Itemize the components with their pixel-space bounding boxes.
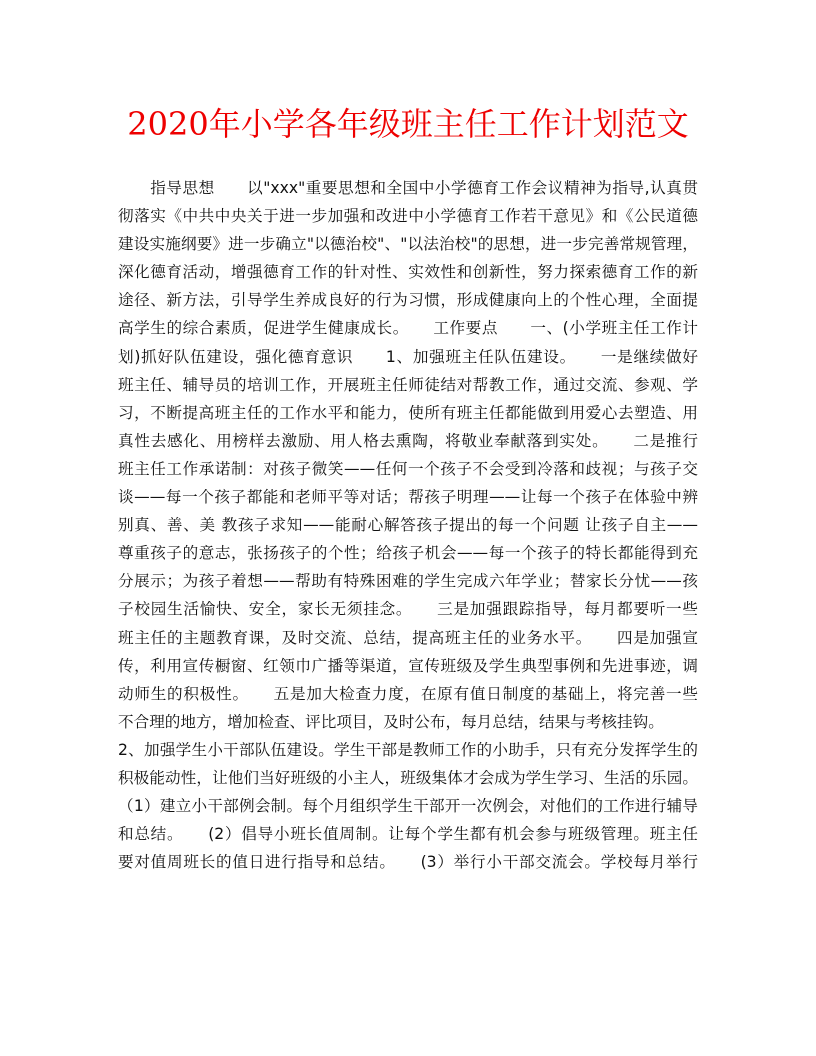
body-line: 传，利用宣传橱窗、红领巾广播等渠道，宣传班级及学生典型事例和先进事迹，调: [118, 656, 698, 675]
body-line: 要对值周班长的值日进行指导和总结。 (3）举行小干部交流会。学校每月举行: [118, 853, 698, 872]
body-line: 尊重孩子的意志，张扬孩子的个性；给孩子机会——每一个孩子的特长都能得到充: [118, 544, 698, 563]
body-line: 不合理的地方，增加检查、评比项目，及时公布，每月总结，结果与考核挂钩。: [118, 712, 664, 731]
body-line: 建设实施纲要》进一步确立"以德治校"、"以法治校"的思想，进一步完善常规管理，: [118, 235, 698, 254]
body-line: 分展示；为孩子着想——帮助有特殊困难的学生完成六年学业；替家长分忧——孩: [118, 572, 698, 591]
body-line: 班主任、辅导员的培训工作，开展班主任师徒结对帮教工作，通过交流、参观、学: [118, 375, 698, 394]
body-line: （1）建立小干部例会制。每个月组织学生干部开一次例会，对他们的工作进行辅导: [118, 797, 698, 816]
body-line: 深化德育活动，增强德育工作的针对性、实效性和创新性，努力探索德育工作的新: [118, 263, 698, 282]
body-line: 划)抓好队伍建设，强化德育意识 1、加强班主任队伍建设。 一是继续做好: [118, 347, 698, 366]
body-line: 谈——每一个孩子都能和老师平等对话；帮孩子明理——让每一个孩子在体验中辨: [118, 488, 698, 507]
body-line: 途径、新方法，引导学生养成良好的行为习惯，形成健康向上的个性心理，全面提: [118, 291, 698, 310]
document-body: [118, 174, 698, 876]
body-line: 子校园生活愉快、安全，家长无须挂念。 三是加强跟踪指导，每月都要听一些: [118, 600, 698, 619]
body-line: 指导思想 以"xxx"重要思想和全国中小学德育工作会议精神为指导,认真贯: [118, 179, 698, 197]
body-line: 积极能动性，让他们当好班级的小主人，班级集体才会成为学生学习、生活的乐园。: [118, 768, 698, 787]
body-line: 2、加强学生小干部队伍建设。学生干部是教师工作的小助手，只有充分发挥学生的: [118, 740, 698, 759]
body-line: 班主任的主题教育课，及时交流、总结，提高班主任的业务水平。 四是加强宣: [118, 628, 698, 647]
body-line: 彻落实《中共中央关于进一步加强和改进中小学德育工作若干意见》和《公民道德: [118, 207, 698, 226]
body-line: 真性去感化、用榜样去激励、用人格去熏陶，将敬业奉献落到实处。 二是推行: [118, 431, 698, 450]
body-line: 高学生的综合素质，促进学生健康成长。 工作要点 一、(小学班主任工作计: [118, 319, 698, 338]
body-line: 习，不断提高班主任的工作水平和能力，使所有班主任都能做到用爱心去塑造、用: [118, 403, 698, 422]
document-title: 2020年小学各年级班主任工作计划范文: [127, 105, 689, 143]
body-line: 动师生的积极性。 五是加大检查力度，在原有值日制度的基础上，将完善一些: [118, 684, 698, 703]
body-line: 和总结。 (2）倡导小班长值周制。让每个学生都有机会参与班级管理。班主任: [118, 825, 698, 844]
body-line: 别真、善、美 教孩子求知——能耐心解答孩子提出的每一个问题 让孩子自主——: [118, 516, 698, 535]
body-line: 班主任工作承诺制：对孩子微笑——任何一个孩子不会受到冷落和歧视；与孩子交: [118, 459, 698, 478]
